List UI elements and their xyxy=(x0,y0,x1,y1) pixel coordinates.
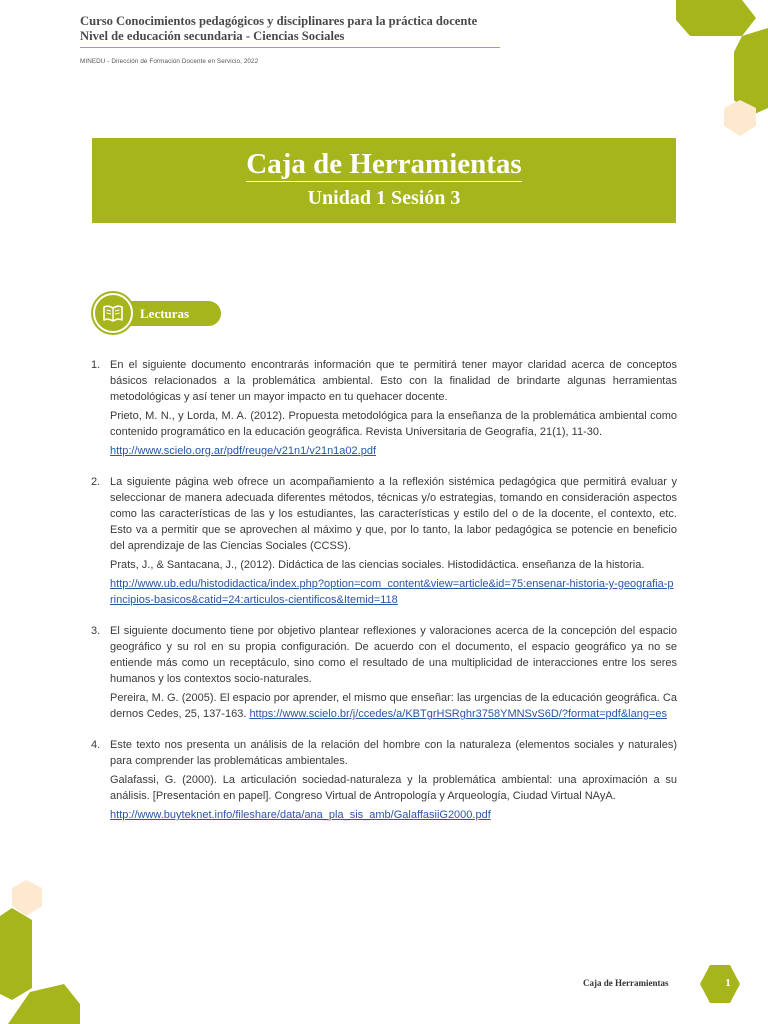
decorative-hexagons-bottom xyxy=(0,876,80,1024)
section-label: Lecturas xyxy=(140,306,190,321)
item-reference: Prieto, M. N., y Lorda, M. A. (2012). Propuesta metodológica para la enseñanza de la problemática ambiental como contenido programático en la educación geográfica. Revista Universitaria de Geografía, 21(1), 11-30. xyxy=(110,410,677,438)
reference-link[interactable]: http://www.buyteknet.info/fileshare/data/ana_pla_sis_amb/GalaffasiiG2000.pdf xyxy=(110,809,491,821)
item-number: 2. xyxy=(91,476,101,488)
item-description: En el siguiente documento encontrarás información que te permitirá tener mayor claridad acerca de conceptos básicos relacionados a la problemática ambiental. Esto con la finalidad de brindarte algunas herramientas metodológicas y así tener un mayor impacto en tu quehacer docente. xyxy=(110,359,677,403)
footer-label: Caja de Herramientas xyxy=(583,978,669,988)
item-description: La siguiente página web ofrece un acompañamiento a la reflexión sistémica pedagógica que permitirá evaluar y seleccionar de manera adecuada diferentes métodos, técnicas y/o estrategias, tomando en consideración aspectos como las características de las y los estudiantes, las características y estilo del o de la docente, el contexto, etc. Esto va a permitir que se aprovechen al máximo y que, por lo tanto, la labor pedagógica se potencie en beneficio del aprendizaje de las Ciencias Sociales (CCSS). xyxy=(110,476,677,552)
section-icon-circle xyxy=(93,293,133,333)
list-item xyxy=(91,357,677,459)
course-header xyxy=(80,14,500,65)
list-item xyxy=(91,737,677,823)
course-title: Curso Conocimientos pedagógicos y disciplinares para la práctica docente xyxy=(80,14,478,28)
list-item xyxy=(91,474,677,608)
reference-link[interactable]: https://www.scielo.br/j/ccedes/a/KBTgrHSRghr3758YMNSvS6D/?format=pdf&lang=es xyxy=(249,708,668,720)
course-level: Nivel de educación secundaria - Ciencias Sociales xyxy=(80,29,345,43)
reference-link[interactable]: http://www.scielo.org.ar/pdf/reuge/v21n1/v21n1a02.pdf xyxy=(110,445,377,457)
title-banner xyxy=(92,138,676,223)
item-number: 1. xyxy=(91,359,101,371)
item-description: Este texto nos presenta un análisis de la relación del hombre con la naturaleza (elementos sociales y naturales) para comprender las problemáticas ambientales. xyxy=(110,739,677,767)
list-item xyxy=(91,623,677,722)
header-credit: MINEDU - Dirección de Formación Docente en Servicio, 2022 xyxy=(80,58,259,65)
item-number: 4. xyxy=(91,739,101,751)
item-reference: Prats, J., & Santacana, J., (2012). Didáctica de las ciencias sociales. Histodidáctica. enseñanza de la historia. xyxy=(110,559,645,571)
page-number: 1 xyxy=(725,977,731,989)
item-reference: Galafassi, G. (2000). La articulación sociedad-naturaleza y la problemática ambiental: una aproximación a su análisis. [Presentación en papel]. Congreso Virtual de Antropología y Arqueología, Ciudad Virtual NAyA. xyxy=(110,774,677,802)
section-heading-lecturas xyxy=(93,292,223,334)
book-icon xyxy=(101,301,125,325)
header-divider xyxy=(80,47,500,48)
item-number: 3. xyxy=(91,625,101,637)
page-title: Caja de Herramientas xyxy=(246,148,522,180)
readings-list xyxy=(91,357,677,838)
page-subtitle: Unidad 1 Sesión 3 xyxy=(307,187,461,209)
decorative-hexagons-top xyxy=(660,0,768,150)
item-description: El siguiente documento tiene por objetivo plantear reflexiones y valoraciones acerca de la concepción del espacio geográfico y su rol en su propia configuración. De acuerdo con el documento, el espacio geográfico ya no se entiende más como un receptáculo, sino como el resultado de una multiplicidad de interacciones entre los seres humanos y los contextos socio-naturales. xyxy=(110,625,677,685)
reference-link[interactable]: http://www.ub.edu/histodidactica/index.php?option=com_content&view=article&id=75:ensenar-historia-y-geografia-principios-basicos&catid=24:articulos-cientificos&Itemid=118 xyxy=(110,578,674,606)
item-reference: Pereira, M. G. (2005). El espacio por aprender, el mismo que enseñar: las urgencias de la educación geográfica. Cadernos Cedes, 25, 137-163. xyxy=(110,692,677,720)
